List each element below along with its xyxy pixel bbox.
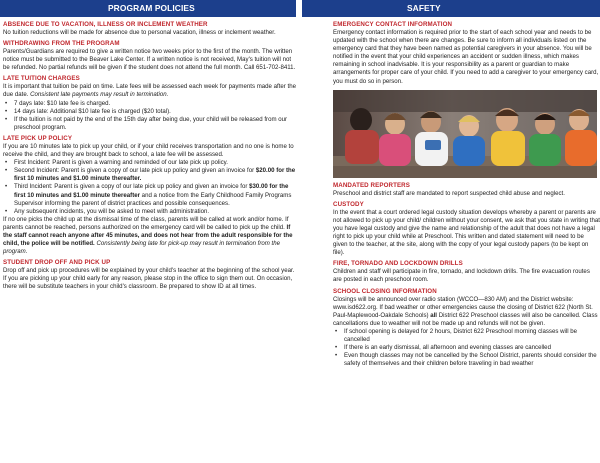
list-item: • If the tuition is not paid by the end of the 15th day after being due, your child will be released from our preschool program. [3,116,296,132]
third-incident-text: Third Incident: Parent is given a copy of our late pick up policy and given an invoice for [14,183,250,191]
list-item: • 14 days late: Additional $10 late fee is charged ($20 total). [3,108,296,116]
safety-column [331,0,600,368]
emergency-contact-body: Emergency contact information is required prior to the start of each school year and needs to be updated with the school when there are changes. Be sure to inform all individuals listed on the emergency card that they have been named as potential caregivers in your absence. You will be notified in the event that your child experiences an accident or sudden illness, which makes remaining in school inadvisable. It is your responsibility as a parent or guardian to make arrangements for proper care of your child. If you need to add a caregiver to your emergency card, you must do so in person. [333,29,599,85]
school-closing-text-end: District 622 Preschool classes will also be cancelled. Class cancellations due to weather will not be made up and refunds will not be given. [333,311,598,327]
program-policies-banner: PROGRAM POLICIES [0,0,296,17]
drills-heading: FIRE, TORNADO AND LOCKDOWN DRILLS [333,260,463,268]
withdrawing-heading: WITHDRAWING FROM THE PROGRAM [3,40,120,48]
late-tuition-heading: LATE TUITION CHARGES [3,75,80,83]
safety-banner: SAFETY [302,0,600,17]
late-pickup-termination: Consistently being late for pick-up may result in termination from the program. [3,240,281,256]
late-pickup-after [3,216,296,256]
third-incident-notice: and a notice from the Early Childhood Family Programs Supervisor informing the parent of district practices and possible consequences. [14,191,292,207]
emergency-contact-heading: EMERGENCY CONTACT INFORMATION [333,21,453,28]
late-tuition-list [3,100,296,132]
list-item: • Any subsequent incidents, you will be asked to meet with administration. [3,208,296,216]
drills-body: Children and staff will participate in fire, tornado, and lockdown drills. The fire evacuation routes are posted in each preschool room. [333,268,590,284]
custody-body: In the event that a court ordered legal custody situation develops whereby a parent or parents are not allowed to pick up your child/ children without your consent, we ask that you state in writing that you have legal custody and give the name and relationship of the adult that does not have a legal right to pick up your child while at Preschool. This written and dated statement will need to be given to the teacher, at the site, along with the copy of your legal custody papers (to be kept on file). [333,208,600,257]
list-item: • 7 days late: $10 late fee is charged. [3,100,296,108]
school-closing-all: all [430,311,437,319]
second-incident-text: Second Incident: Parent is given a copy of our late pick up policy and given an invoice for [14,167,256,175]
second-incident-fee: $20.00 for the first 10 minutes and $1.00 minute thereafter. [14,167,296,183]
late-tuition-warning: Consistent late payments may result in termination. [30,91,169,99]
classroom-photo-image [333,90,597,178]
mandated-reporters-heading: MANDATED REPORTERS [333,181,410,189]
absence-heading: ABSENCE DUE TO VACATION, ILLNESS OR INCLEMENT WEATHER [3,21,208,28]
safety-content [331,17,600,368]
school-closing-text: Closings will be announced over radio station (WCCO—830 AM) and the District website: www.isd622.org. If bad weather or other emergencies cause the closing of District 622 (North St. Paul-Maplewood-Oakdale Schools) [333,295,593,319]
list-item [3,183,296,207]
custody-heading: CUSTODY [333,200,364,208]
late-pickup-heading: LATE PICK UP POLICY [3,134,73,142]
third-incident-fee: $30.00 for the first 10 minutes and $1.00 minute thereafter [14,183,289,199]
program-policies-column [0,0,296,292]
dropoff-heading: STUDENT DROP OFF AND PICK UP [3,259,111,267]
mandated-reporters-body: Preschool and district staff are mandated to report suspected child abuse and neglect. [333,189,565,197]
late-tuition-body [3,83,296,99]
late-tuition-text: It is important that tuition be paid on time. Late fees will be assessed each week for payments made after the due date. [3,83,296,99]
dropoff-body: Drop off and pick up procedures will be explained by your child's teacher at the beginning of the school year. If you are picking up your child early for any reason, please stop in the office to sign them out. On occasion, there will be substitute teachers in your child's classroom. Be prepared to show ID at all times. [3,267,295,291]
late-pickup-police-notice: If the staff cannot reach anyone after 45 minutes, and does not hear from the adult responsible for the child, the police will be notified. [3,223,293,248]
list-item: • If there is an early dismissal, all afternoon and evening classes are cancelled [333,344,600,352]
school-closing-heading: SCHOOL CLOSING INFORMATION [333,287,437,295]
program-policies-content [0,17,296,292]
list-item [3,167,296,183]
classroom-photo [333,90,597,178]
school-closing-list [333,328,600,368]
list-item: • If school opening is delayed for 2 hours, District 622 Preschool morning classes will be cancelled [333,328,600,344]
list-item: • Even though classes may not be cancelled by the School District, parents should consider the safety of themselves and their children before traveling in bad weather [333,352,600,368]
withdrawing-body: Parents/Guardians are required to give a written notice two weeks prior to the first of the month. The written notice must be submitted to the Beaver Lake Center. If a written notice is not received, May's tuition will not be refunded. No partial refunds will be given if the student does not attend the full month. Call 651-702-8411. [3,48,296,72]
absence-body: No tuition reductions will be made for absence due to personal vacation, illness or inclement weather. [3,29,276,36]
list-item: • First Incident: Parent is given a warning and reminded of our late pick up policy. [3,159,296,167]
late-pickup-after-text: If no one picks the child up at the dismissal time of the class, parents will be called at work and/or home. If parents cannot be reached, persons authorized on the emergency card will be called to pick up the child. [3,215,289,231]
late-pickup-body: If you are 10 minutes late to pick up your child, or if your child receives transportation and no one is home to receive the child, and they are brought back to school, a late fee will be assessed. [3,142,294,159]
school-closing-body [333,296,600,328]
late-pickup-list [3,159,296,216]
